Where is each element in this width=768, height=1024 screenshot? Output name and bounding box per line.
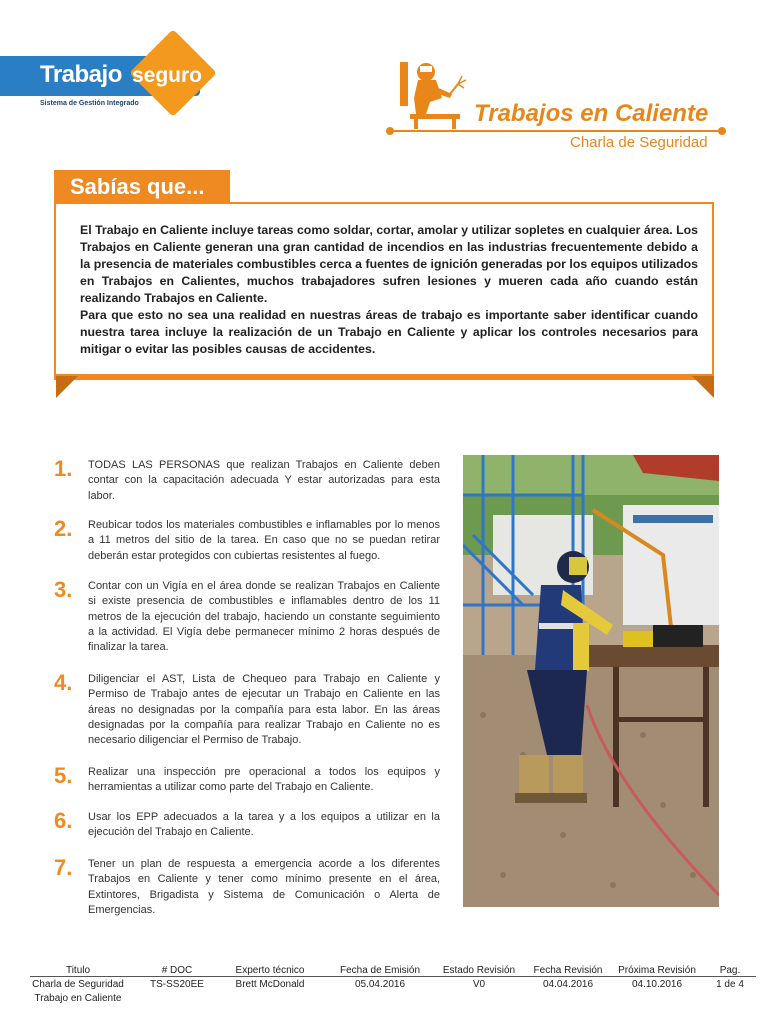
header-title: Trabajos en Caliente: [474, 100, 709, 127]
list-text: Reubicar todos los materiales combustibles e inflamables por lo menos a 11 metros del sitio de la tarea. En caso que no se puedan retirar deberán estar protegidos con cubiertas resistentes al fuego.: [88, 519, 440, 562]
list-number: 2.: [54, 516, 73, 541]
footer-value-emision: 05.04.2016: [354, 979, 406, 990]
logo-word-trabajo: Trabajo: [40, 61, 122, 88]
list-number: 3.: [54, 577, 73, 602]
footer-value-proxima: 04.10.2016: [631, 979, 683, 990]
welder-photo: [463, 455, 719, 907]
list-number: 5.: [54, 763, 73, 788]
footer-value-titulo-line2: Trabajo en Caliente: [34, 993, 122, 1004]
footer-value-pag: 1 de 4: [716, 979, 744, 990]
footer-divider: [30, 976, 756, 977]
list-number: 6.: [54, 808, 73, 833]
header-line-dot-right: [718, 127, 726, 135]
list-text: TODAS LAS PERSONAS que realizan Trabajos en Caliente deben contar con la capacitación adecuada Y estar autorizadas para esta labor.: [88, 459, 440, 502]
footer-value-estado: V0: [472, 979, 486, 990]
logo-word-seguro: seguro: [132, 64, 203, 87]
footer-header-fecha-revision: Fecha Revisión: [533, 965, 603, 976]
intro-corner-right: [692, 376, 714, 398]
list-text: Usar los EPP adecuados a la tarea y a los equipos a utilizar en la ejecución del Trabajo en Caliente.: [88, 811, 440, 839]
header-subtitle: Charla de Seguridad: [570, 134, 708, 151]
footer-header-titulo: Titulo: [65, 965, 91, 976]
header-divider: [390, 130, 722, 132]
footer-value-doc: TS-SS20EE: [150, 979, 204, 990]
list-number: 7.: [54, 855, 73, 880]
intro-corner-left: [56, 376, 78, 398]
footer-header-estado: Estado Revisión: [442, 965, 516, 976]
footer-value-titulo: Charla de Seguridad: [32, 979, 124, 990]
footer-header-doc: # DOC: [161, 965, 193, 976]
intro-paragraph-1: El Trabajo en Caliente incluye tareas como soldar, cortar, amolar y utilizar sopletes en cualquier área. Los Trabajos en Caliente generan una gran cantidad de incendios en las industrias frecuentemente debido a la presencia de materiales combustibles cerca a fuentes de ignición generadas por los equipos utilizados en Trabajos en Calientes, muchos trabajadores sufren lesiones y mueren cada año cuando están realizando Trabajos en Caliente.: [80, 223, 698, 305]
welder-icon: [396, 58, 472, 130]
intro-text: [80, 222, 698, 358]
list-text: Tener un plan de respuesta a emergencia acorde a los diferentes Trabajos en Caliente y tener como mínimo presente en el área, Extintores, Brigadista y Sistema de Comunicación o Alerta de Emergencias.: [88, 858, 440, 916]
list-text: Contar con un Vigía en el área donde se realizan Trabajos en Caliente si existe presencia de combustibles e inflamables dentro de los 11 metros de la ejecución del trabajo, haciendo un constante seguimiento a la actividad. El Vigía debe permanecer mínimo 2 horas después de finalizar la tarea.: [88, 580, 440, 654]
list-text: Realizar una inspección pre operacional a todos los equipos y herramientas a utilizar como parte del Trabajo en Caliente.: [88, 766, 440, 794]
footer-header-experto: Experto técnico: [235, 965, 305, 976]
list-text: Diligenciar el AST, Lista de Chequeo para Trabajo en Caliente y Permiso de Trabajo antes de ejecutar un Trabajo en Caliente en las áreas no designadas por la compañía para esta labor. En las áreas designadas por la compañía para realizar Trabajo en Caliente no es necesario diligenciar el Permiso de Trabajo.: [88, 673, 440, 747]
list-number: 4.: [54, 670, 73, 695]
footer-header-proxima: Próxima Revisión: [618, 965, 696, 976]
footer-value-experto: Brett McDonald: [235, 979, 305, 990]
list-number: 1.: [54, 456, 73, 481]
intro-paragraph-2: Para que esto no sea una realidad en nuestras áreas de trabajo es importante saber identificar cuando nuestra tarea incluye la realización de un Trabajo en Caliente y aplicar los controles necesarios para mitigar o evitar las posibles causas de accidentes.: [80, 308, 698, 356]
footer-header-emision: Fecha de Emisión: [339, 965, 421, 976]
logo-subtitle: Sistema de Gestión Integrado: [40, 100, 139, 107]
footer-value-fecha-revision: 04.04.2016: [542, 979, 594, 990]
sabias-heading: Sabías que...: [70, 174, 205, 199]
footer-header-pag: Pag.: [719, 965, 741, 976]
